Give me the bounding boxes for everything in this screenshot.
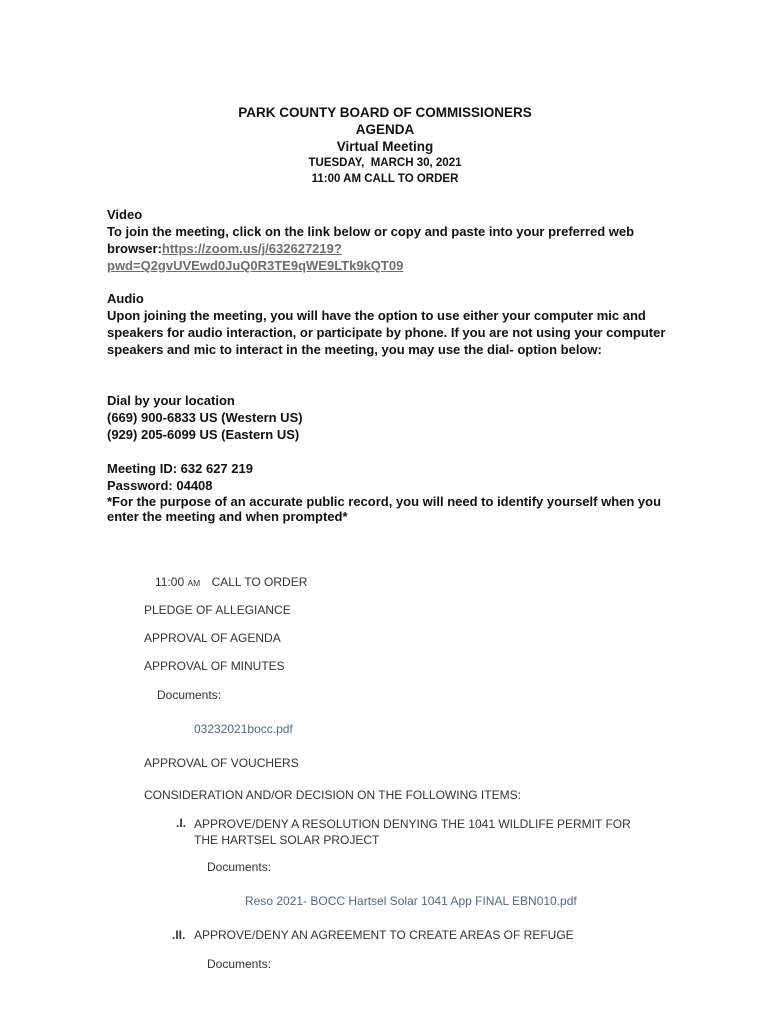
video-instructions: [107, 223, 667, 274]
agenda-heading: AGENDA: [355, 122, 415, 137]
audio-heading: Audio: [107, 291, 144, 306]
zoom-link-continued[interactable]: pwd=Q2gvUVEwd0JuQ0R3TE9qWE9LTk9kQT09: [107, 258, 404, 273]
item-1-line2: THE HARTSEL SOLAR PROJECT: [194, 833, 380, 847]
approval-agenda-item: APPROVAL OF AGENDA: [144, 631, 281, 645]
approval-minutes-item: APPROVAL OF MINUTES: [144, 659, 285, 673]
audio-instructions: Upon joining the meeting, you will have the option to use either your computer mic and speakers for audio interaction, or participate by phone. If you are not using your computer speakers and mic to interact in the meeting, you may use the dial- option below:: [107, 308, 666, 357]
public-record-note: *For the purpose of an accurate public record, you will need to identify yourself when you enter the meeting and when prompted*: [107, 494, 662, 524]
meeting-info: [107, 460, 677, 524]
item-1-line1: APPROVE/DENY A RESOLUTION DENYING THE 1041 WILDLIFE PERMIT FOR: [194, 817, 631, 831]
audio-section: [107, 290, 667, 358]
video-heading: Video: [107, 207, 143, 222]
video-text: To join the meeting, click on the link below or copy and paste into your preferred web browser:: [107, 224, 635, 256]
meeting-id: Meeting ID: 632 627 219: [107, 461, 253, 476]
dial-eastern: (929) 205-6099 US (Eastern US): [107, 427, 300, 442]
item-2-title: APPROVE/DENY AN AGREEMENT TO CREATE AREAS OF REFUGE: [194, 928, 574, 942]
item-1-number: .I.: [176, 816, 187, 830]
meeting-password: Password: 04408: [107, 478, 213, 493]
item-1-title: [194, 816, 631, 848]
call-time: 11:00: [155, 575, 185, 589]
dial-heading: Dial by your location: [107, 393, 235, 408]
document-title: PARK COUNTY BOARD OF COMMISSIONERS: [238, 105, 532, 120]
minutes-documents-label: Documents:: [157, 688, 222, 702]
item-1-document-link[interactable]: Reso 2021- BOCC Hartsel Solar 1041 App FINAL EBN010.pdf: [245, 894, 577, 908]
virtual-meeting-heading: Virtual Meeting: [336, 139, 434, 154]
approval-vouchers-item: APPROVAL OF VOUCHERS: [144, 756, 299, 770]
item-2-documents-label: Documents:: [207, 957, 272, 971]
item-2-number: .II.: [172, 928, 186, 942]
consideration-heading: CONSIDERATION AND/OR DECISION ON THE FOLLOWING ITEMS:: [144, 788, 521, 802]
item-1-documents-label: Documents:: [207, 860, 272, 874]
call-am: AM: [187, 578, 201, 588]
video-section: [107, 206, 667, 274]
minutes-document-link[interactable]: 03232021bocc.pdf: [194, 722, 293, 736]
meeting-time: 11:00 AM CALL TO ORDER: [311, 173, 459, 185]
pledge-item: PLEDGE OF ALLEGIANCE: [144, 603, 291, 617]
meeting-date: TUESDAY, MARCH 30, 2021: [308, 157, 462, 169]
dial-western: (669) 900-6833 US (Western US): [107, 410, 303, 425]
call-to-order-item: [155, 575, 307, 589]
zoom-link[interactable]: https://zoom.us/j/632627219?: [161, 241, 342, 256]
dial-section: [107, 392, 667, 443]
call-label: CALL TO ORDER: [211, 575, 308, 589]
